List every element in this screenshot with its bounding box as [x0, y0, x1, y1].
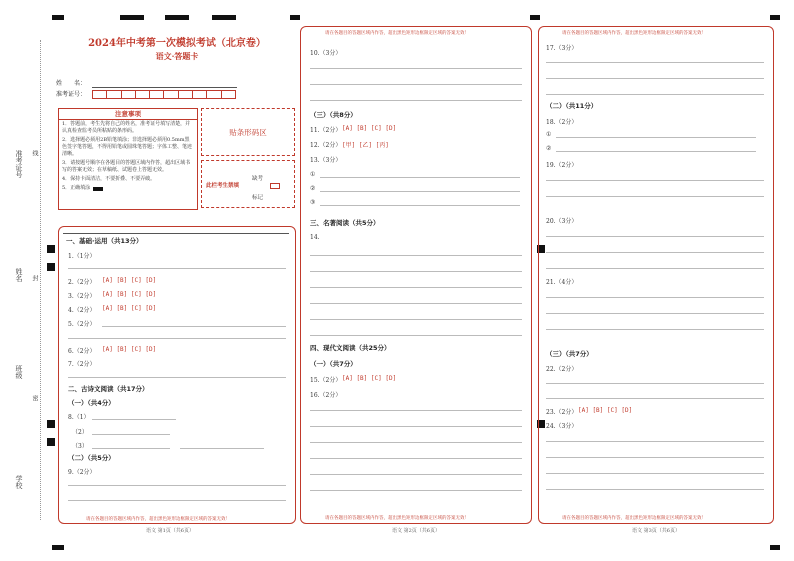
- item-marker: ③: [310, 199, 316, 206]
- notice-box: [58, 108, 198, 210]
- answer-line[interactable]: [320, 177, 520, 178]
- notice-title: 注意事项: [59, 109, 197, 120]
- seal-line-label: 线: [31, 150, 38, 156]
- exam-no-label: 准考证号：: [56, 91, 87, 98]
- absent-text: 标记: [252, 195, 264, 201]
- timing-mark: [47, 420, 55, 428]
- answer-line[interactable]: [546, 62, 764, 63]
- subsection-title: （三）（共8分）: [310, 111, 357, 119]
- answer-line[interactable]: [92, 434, 170, 435]
- answer-line[interactable]: [546, 441, 764, 442]
- side-label-school: 学校: [15, 475, 23, 489]
- answer-line[interactable]: [310, 335, 522, 336]
- question-label: 7.（2分）: [68, 361, 96, 368]
- answer-line[interactable]: [546, 196, 764, 197]
- notice-item: 2．选择题必须用2B铅笔填涂；非选择题必须用0.5mm黑色签字笔答题，不得用铅笔或圆珠笔答题；字体工整、笔迹清晰。: [62, 137, 193, 157]
- question-label: 22.（2分）: [546, 366, 578, 373]
- timing-mark: [47, 438, 55, 446]
- answer-line[interactable]: [92, 448, 170, 449]
- question-label: 2.（2分）: [68, 279, 96, 286]
- question-label: 5.（2分）: [68, 321, 96, 328]
- answer-line[interactable]: [102, 326, 286, 327]
- answer-line[interactable]: [68, 268, 286, 269]
- page-number: 语文 第2页（共6页）: [392, 528, 440, 534]
- answer-line[interactable]: [546, 473, 764, 474]
- answer-line[interactable]: [546, 94, 764, 95]
- answer-line[interactable]: [68, 338, 286, 339]
- page-title: 2024年中考第一次模拟考试（北京卷）: [88, 38, 266, 49]
- answer-region-1: [58, 226, 296, 524]
- section-title: 四、现代文阅读（共25分）: [310, 344, 391, 352]
- notice-item: 4．保持卡面清洁，不要折叠、不要弄破。: [62, 176, 156, 182]
- section-divider: [63, 233, 289, 234]
- timing-mark: [290, 15, 300, 20]
- answer-line[interactable]: [546, 398, 764, 399]
- answer-line[interactable]: [546, 297, 764, 298]
- subsection-title: （二）（共5分）: [68, 454, 115, 462]
- subsection-title: （二）（共11分）: [546, 102, 598, 110]
- exam-no-grid[interactable]: [92, 90, 236, 99]
- answer-line[interactable]: [546, 383, 764, 384]
- choice-options[interactable]: [A] [B] [C] [D]: [102, 305, 157, 312]
- question-label: 19.（2分）: [546, 162, 578, 169]
- answer-line[interactable]: [556, 137, 756, 138]
- item-marker: ②: [546, 145, 552, 152]
- timing-mark: [770, 545, 780, 550]
- absent-checkbox[interactable]: [270, 183, 280, 189]
- answer-line[interactable]: [546, 489, 764, 490]
- seal-seal-label: 封: [31, 275, 38, 281]
- timing-mark: [52, 15, 64, 20]
- timing-mark: [530, 15, 540, 20]
- question-label: 12.（2分）: [310, 142, 342, 149]
- warning-text: 请在各题目的答题区域内作答，超出黑色矩形边框限定区域的答案无效！: [562, 31, 706, 36]
- answer-line[interactable]: [546, 329, 764, 330]
- answer-line[interactable]: [546, 180, 764, 181]
- page-number: 语文 第3页（共6页）: [632, 528, 680, 534]
- absent-text: 缺考: [252, 176, 264, 182]
- item-marker: ②: [310, 185, 316, 192]
- question-label: 17.（3分）: [546, 45, 578, 52]
- answer-line[interactable]: [68, 377, 286, 378]
- item-marker: ①: [310, 171, 316, 178]
- answer-line[interactable]: [68, 500, 286, 501]
- absent-box: [201, 160, 295, 208]
- name-field[interactable]: [92, 87, 237, 88]
- choice-options[interactable]: [A] [B] [C] [D]: [342, 375, 397, 382]
- question-label: 14.: [310, 234, 320, 241]
- barcode-label: 贴条形码区: [229, 127, 267, 137]
- answer-line[interactable]: [310, 319, 522, 320]
- answer-line[interactable]: [556, 151, 756, 152]
- answer-line[interactable]: [310, 68, 522, 69]
- question-label: 3.（2分）: [68, 293, 96, 300]
- answer-line[interactable]: [310, 490, 522, 491]
- seal-secret-label: 密: [31, 395, 38, 401]
- subsection-title: （一）（共4分）: [68, 399, 115, 407]
- timing-mark: [47, 263, 55, 271]
- choice-options[interactable]: [甲] [乙] [丙]: [342, 142, 389, 149]
- answer-line[interactable]: [320, 205, 520, 206]
- question-label: 13.（3分）: [310, 157, 342, 164]
- answer-line[interactable]: [546, 313, 764, 314]
- warning-text: 请在各题目的答题区域内作答，超出黑色矩形边框限定区域的答案无效！: [325, 516, 469, 521]
- timing-mark: [212, 15, 236, 20]
- answer-line[interactable]: [546, 252, 764, 253]
- choice-options[interactable]: [A] [B] [C] [D]: [342, 125, 397, 132]
- answer-line[interactable]: [310, 84, 522, 85]
- warning-text: 请在各题目的答题区域内作答，超出黑色矩形边框限定区域的答案无效！: [86, 517, 230, 522]
- answer-line[interactable]: [68, 485, 286, 486]
- answer-line[interactable]: [546, 236, 764, 237]
- timing-mark: [52, 545, 64, 550]
- question-label: 6.（2分）: [68, 348, 96, 355]
- answer-line[interactable]: [310, 100, 522, 101]
- timing-mark: [47, 245, 55, 253]
- answer-line[interactable]: [310, 271, 522, 272]
- choice-options[interactable]: [A] [B] [C] [D]: [102, 291, 157, 298]
- side-label-exam-no: 准考证号: [15, 150, 23, 178]
- page-subtitle: 语文·答题卡: [155, 51, 199, 61]
- section-title: 二、古诗文阅读（共17分）: [68, 385, 149, 393]
- question-label: 16.（2分）: [310, 392, 342, 399]
- timing-mark: [165, 15, 189, 20]
- question-label: 9.（2分）: [68, 469, 96, 476]
- timing-mark: [770, 15, 780, 20]
- question-label: 15.（2分）: [310, 377, 342, 384]
- answer-line[interactable]: [320, 191, 520, 192]
- side-label-name: 姓名: [15, 268, 23, 282]
- choice-options[interactable]: [A] [B] [C] [D]: [102, 277, 157, 284]
- answer-line[interactable]: [92, 419, 176, 420]
- question-label: （3）: [72, 443, 88, 450]
- answer-line[interactable]: [180, 448, 264, 449]
- answer-line[interactable]: [310, 442, 522, 443]
- answer-line[interactable]: [310, 426, 522, 427]
- timing-mark: [120, 15, 144, 20]
- answer-line[interactable]: [310, 474, 522, 475]
- question-label: 20.（3分）: [546, 218, 578, 225]
- answer-line[interactable]: [310, 458, 522, 459]
- filled-example-icon: [93, 187, 103, 191]
- question-label: 10.（3分）: [310, 50, 342, 57]
- section-title: 一、基础·运用（共13分）: [66, 237, 143, 245]
- section-title: 三、名著阅读（共5分）: [310, 219, 380, 227]
- question-label: 23.（2分）: [546, 409, 578, 416]
- choice-options[interactable]: [A] [B] [C] [D]: [102, 346, 157, 353]
- answer-line[interactable]: [546, 268, 764, 269]
- barcode-area: [201, 108, 295, 156]
- question-label: 8.（1）: [68, 414, 90, 421]
- page-number: 语文 第1页（共6页）: [146, 528, 194, 534]
- answer-line[interactable]: [310, 287, 522, 288]
- warning-text: 请在各题目的答题区域内作答，超出黑色矩形边框限定区域的答案无效！: [562, 516, 706, 521]
- answer-line[interactable]: [310, 255, 522, 256]
- question-label: 4.（2分）: [68, 307, 96, 314]
- question-label: （2）: [72, 429, 88, 436]
- side-label-class: 班级: [15, 365, 23, 379]
- notice-item: 1．答题前，考生先将自己的姓名，准考证号填写清楚，并认真检查监考员所粘贴的条形码。: [62, 121, 191, 134]
- question-label: 11.（2分）: [310, 127, 342, 134]
- question-label: 18.（2分）: [546, 119, 578, 126]
- question-label: 1.（1分）: [68, 253, 96, 260]
- choice-options[interactable]: [A] [B] [C] [D]: [578, 407, 633, 414]
- seal-dotted-line: [40, 40, 41, 520]
- item-marker: ①: [546, 131, 552, 138]
- subsection-title: （一）（共7分）: [310, 360, 357, 368]
- answer-line[interactable]: [310, 410, 522, 411]
- question-label: 21.（4分）: [546, 279, 578, 286]
- absent-label: 此栏考生禁填: [206, 183, 240, 189]
- notice-item: 5．正确填涂: [62, 185, 91, 191]
- answer-line[interactable]: [310, 303, 522, 304]
- warning-text: 请在各题目的答题区域内作答，超出黑色矩形边框限定区域的答案无效！: [325, 31, 469, 36]
- name-label: 姓 名：: [56, 80, 87, 87]
- notice-item: 3．请按题号顺序在各题目的答题区域内作答，超出区域书写的答案无效；在草稿纸、试题卷上答题无效。: [62, 160, 191, 173]
- answer-line[interactable]: [546, 78, 764, 79]
- subsection-title: （三）（共7分）: [546, 350, 593, 358]
- answer-line[interactable]: [546, 457, 764, 458]
- question-label: 24.（3分）: [546, 423, 578, 430]
